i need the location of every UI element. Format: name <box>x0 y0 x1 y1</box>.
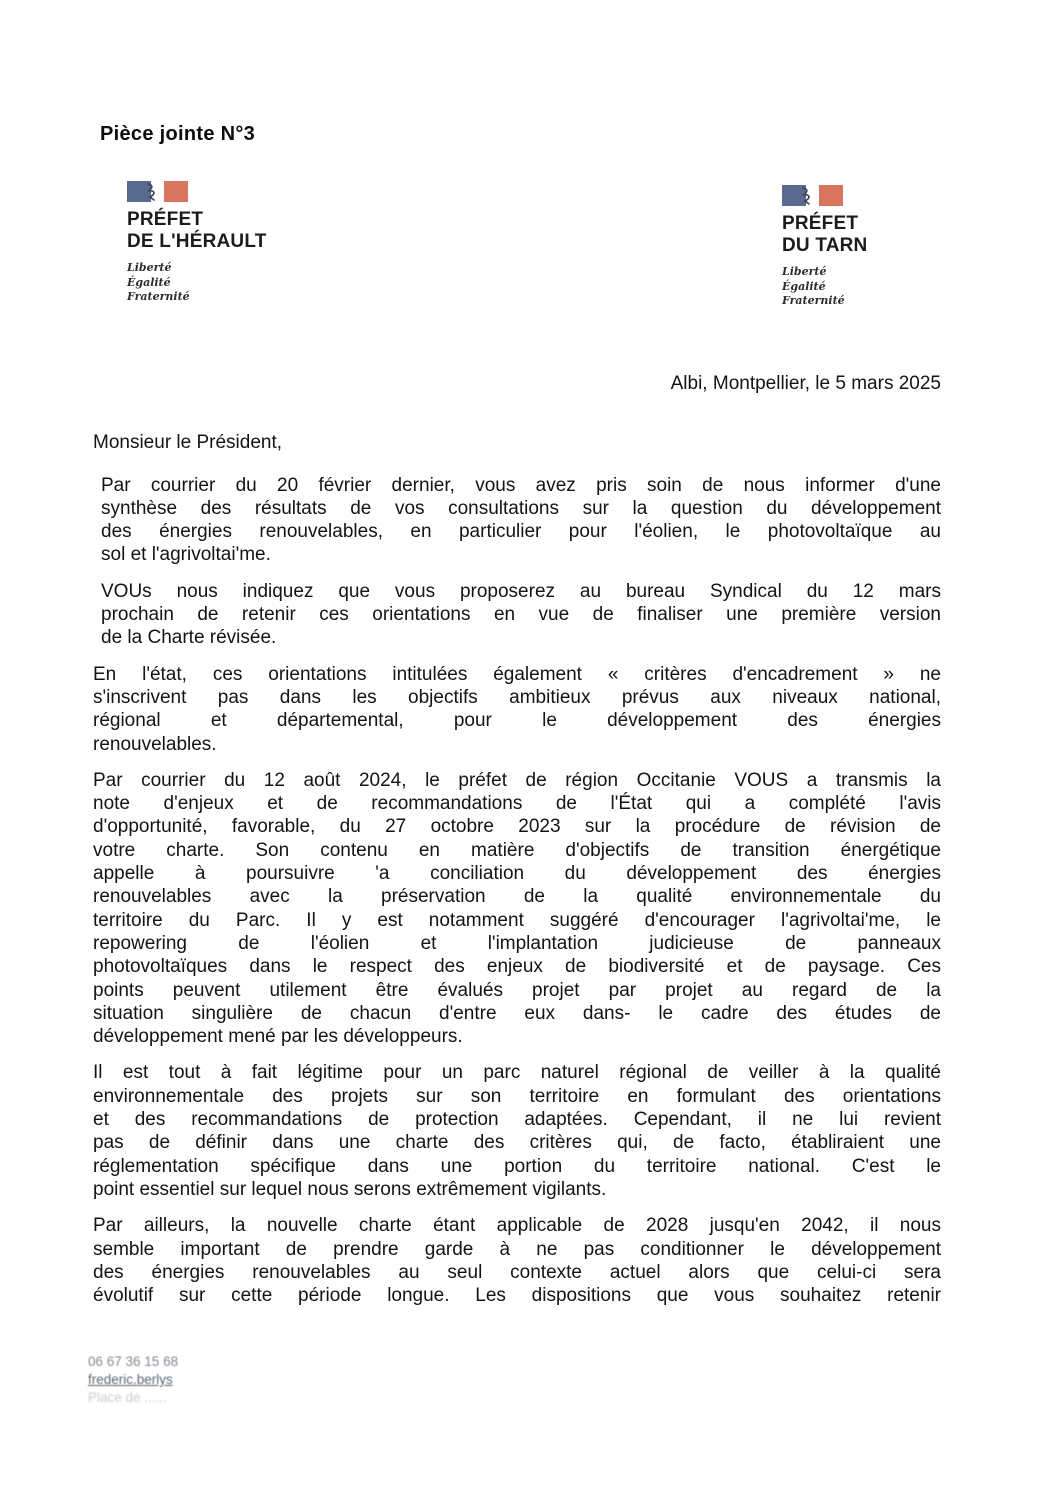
paragraph-line: situation singulière de chacun d'entre eux dans- le cadre des études de <box>93 1002 941 1024</box>
french-flag-icon <box>127 181 188 203</box>
prefet-herault-logo <box>127 181 267 305</box>
motto-egalite: Égalité <box>782 279 826 293</box>
motto-liberte: Liberté <box>127 261 172 274</box>
paragraph-line: environnementale des projets sur son territoire en formulant des orientations <box>93 1085 941 1107</box>
paragraph-line: point essentiel sur lequel nous serons extrêmement vigilants. <box>93 1178 607 1200</box>
letter-salutation: Monsieur le Président, <box>93 432 283 454</box>
paragraph-line: développement mené par les développeurs. <box>93 1026 463 1048</box>
french-flag-icon <box>782 185 843 207</box>
logo-line1: PRÉFET <box>127 209 204 230</box>
republic-motto <box>782 265 867 309</box>
paragraph-line: Par courrier du 12 août 2024, le préfet de région Occitanie VOUS a transmis la <box>93 769 941 791</box>
letter-date-line: Albi, Montpellier, le 5 mars 2025 <box>670 373 941 394</box>
paragraph-line: s'inscrivent pas dans les objectifs ambitieux prévus aux niveaux national, <box>93 686 941 708</box>
logo-line1: PRÉFET <box>782 213 859 234</box>
paragraph-line: note d'enjeux et de recommandations de l'État qui a complété l'avis <box>93 793 941 815</box>
marianne-silhouette-icon <box>799 186 817 206</box>
logo-line2: DE L'HÉRAULT <box>127 231 267 252</box>
paragraph-line: semble important de prendre garde à ne pas conditionner le développement <box>93 1238 941 1260</box>
prefet-herault-title <box>127 209 267 253</box>
paragraph-line: Par courrier du 20 février dernier, vous avez pris soin de nous informer d'une <box>101 474 941 496</box>
paragraph-line: repowering de l'éolien et l'implantation judicieuse de panneaux <box>93 932 941 954</box>
logo-line2: DU TARN <box>782 235 868 256</box>
paragraph-line: renouvelables. <box>93 733 217 755</box>
paragraph-line: votre charte. Son contenu en matière d'objectifs de transition énergétique <box>93 839 941 861</box>
letter-body <box>93 372 941 1320</box>
motto-fraternite: Fraternité <box>127 290 190 303</box>
motto-egalite: Égalité <box>127 275 171 289</box>
paragraph-line: sol et l'agrivoltai'me. <box>101 544 271 566</box>
paragraph-line: des énergies renouvelables au seul contexte actuel alors que celui-ci sera <box>93 1261 941 1283</box>
letter-paragraph <box>93 1061 941 1201</box>
paragraph-line: appelle à poursuivre 'a conciliation du développement des énergies <box>93 863 941 885</box>
paragraph-line: réglementation spécifique dans une portion du territoire national. C'est le <box>93 1155 941 1177</box>
paragraph-line: territoire du Parc. Il y est notamment suggéré d'encourager l'agrivoltai'me, le <box>93 909 941 931</box>
republic-motto <box>127 261 267 305</box>
paragraph-line: Par ailleurs, la nouvelle charte étant applicable de 2028 jusqu'en 2042, il nous <box>93 1215 941 1237</box>
paragraph-line: et des recommandations de protection adaptées. Cependant, il ne lui revient <box>93 1109 941 1131</box>
marianne-silhouette-icon <box>144 182 162 202</box>
paragraph-line: VOUs nous indiquez que vous proposerez au bureau Syndical du 12 mars <box>101 580 941 602</box>
scan-footer-contact-block <box>88 1353 178 1407</box>
paragraph-line: points peuvent utilement être évalués projet par projet au regard de la <box>93 979 941 1001</box>
paragraph-line: synthèse des résultats de vos consultations sur la question du développement <box>101 497 941 519</box>
footer-contact-link[interactable]: frederic.berlys <box>88 1372 173 1387</box>
letter-paragraph <box>93 474 941 567</box>
paragraph-line: des énergies renouvelables, en particulier pour l'éolien, le photovoltaïque au <box>101 521 941 543</box>
letter-paragraphs <box>93 474 941 1308</box>
footer-phone-number: 06 67 36 15 68 <box>88 1354 179 1369</box>
paragraph-line: renouvelables avec la préservation de la qualité environnementale du <box>93 886 941 908</box>
letter-paragraph <box>93 663 941 756</box>
paragraph-line: En l'état, ces orientations intitulées également « critères d'encadrement » ne <box>93 663 941 685</box>
prefet-tarn-title <box>782 213 867 257</box>
paragraph-line: d'opportunité, favorable, du 27 octobre 2023 sur la procédure de révision de <box>93 816 941 838</box>
prefet-tarn-logo <box>782 185 867 309</box>
footer-address-line: Place de ...... <box>88 1390 167 1405</box>
paragraph-line: régional et départemental, pour le développement des énergies <box>93 710 941 732</box>
motto-liberte: Liberté <box>782 265 827 278</box>
paragraph-line: évolutif sur cette période longue. Les dispositions que vous souhaitez retenir <box>93 1285 941 1307</box>
paragraph-line: prochain de retenir ces orientations en vue de finaliser une première version <box>101 604 941 626</box>
flag-red-stripe <box>819 185 843 206</box>
paragraph-line: pas de définir dans une charte des critères qui, de facto, établiraient une <box>93 1132 941 1154</box>
paragraph-line: photovoltaïques dans le respect des enjeux de biodiversité et de paysage. Ces <box>93 956 941 978</box>
letter-paragraph <box>93 1214 941 1307</box>
letter-paragraph <box>93 580 941 650</box>
paragraph-line: Il est tout à fait légitime pour un parc naturel régional de veiller à la qualité <box>93 1062 941 1084</box>
paragraph-line: de la Charte révisée. <box>101 627 277 649</box>
attachment-label: Pièce jointe N°3 <box>100 123 256 145</box>
flag-red-stripe <box>164 181 188 202</box>
letter-paragraph <box>93 769 941 1049</box>
motto-fraternite: Fraternité <box>782 294 845 307</box>
